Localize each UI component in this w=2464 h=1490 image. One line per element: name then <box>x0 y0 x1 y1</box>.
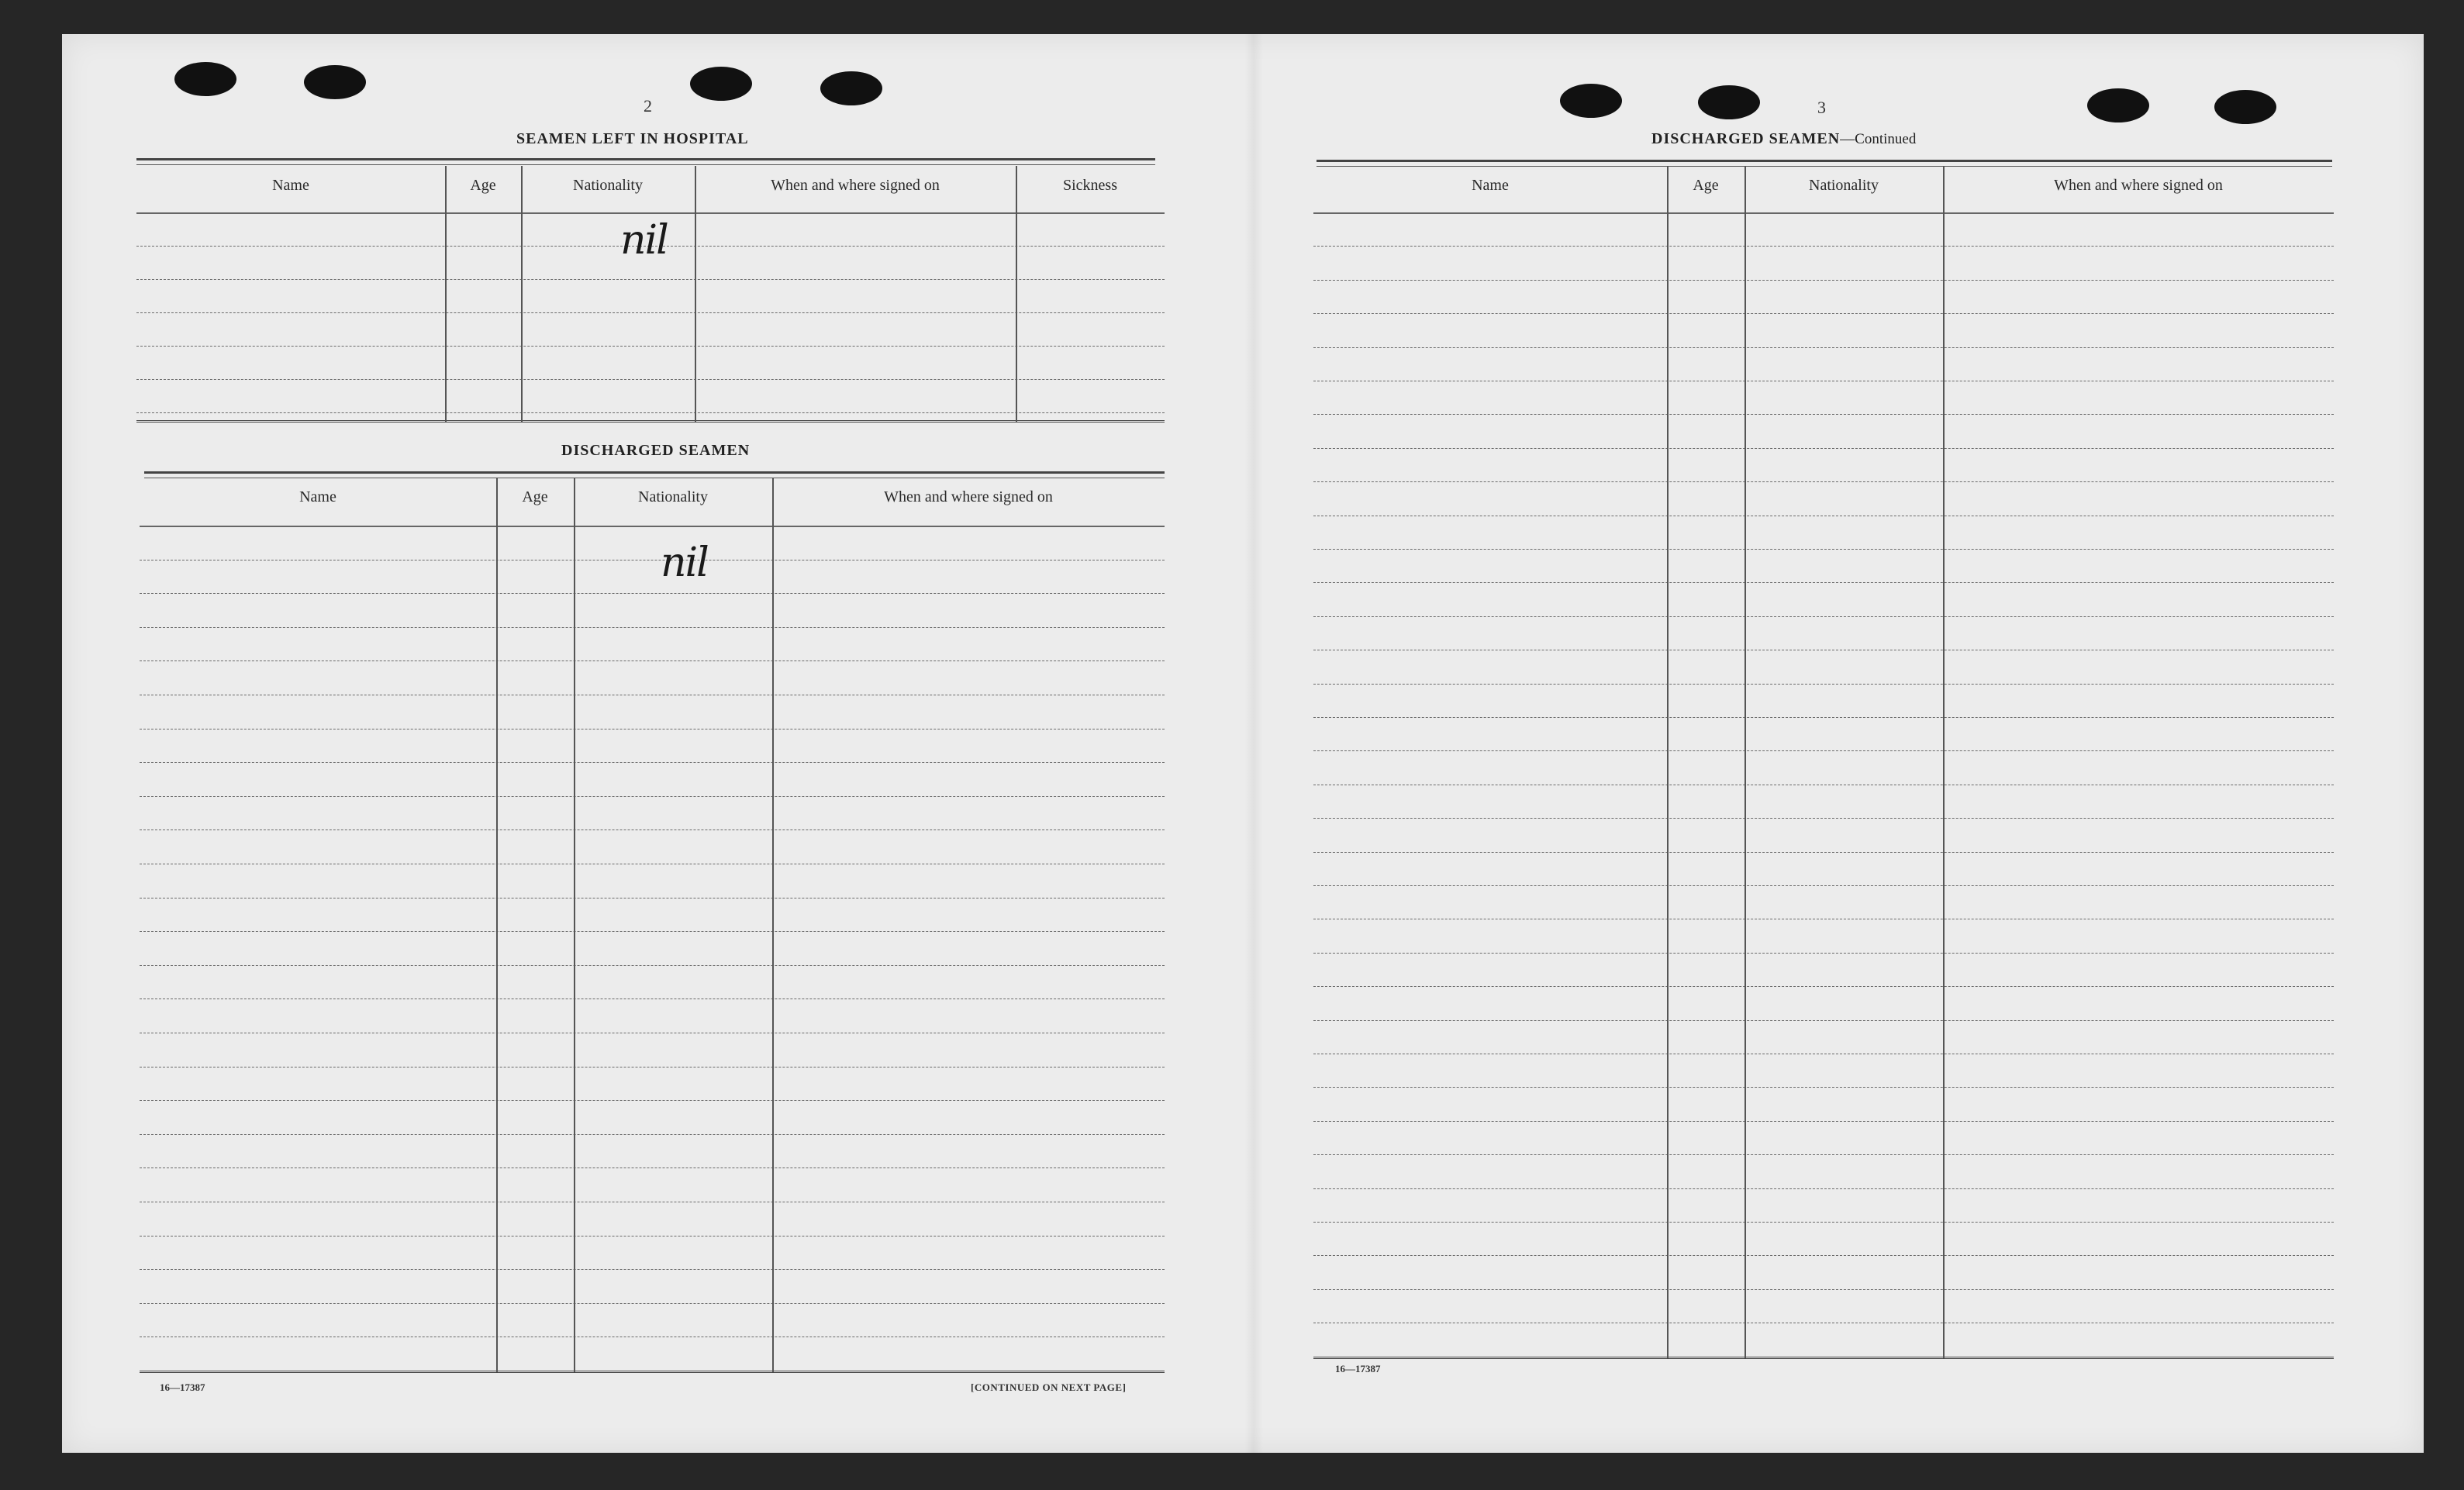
column-divider <box>521 166 523 422</box>
table-bottom-rule <box>140 1371 1165 1373</box>
column-header: Name <box>1472 177 1509 194</box>
row-line <box>1313 246 2334 247</box>
row-line <box>140 593 1165 594</box>
column-divider <box>1943 166 1945 1358</box>
row-line <box>1313 347 2334 348</box>
hospital-section-title: SEAMEN LEFT IN HOSPITAL <box>516 130 749 147</box>
row-line <box>1313 448 2334 449</box>
row-line <box>136 279 1165 280</box>
row-line <box>1313 852 2334 853</box>
column-header: Nationality <box>638 488 708 505</box>
column-header: Nationality <box>573 177 643 194</box>
row-line <box>140 1303 1165 1304</box>
row-line <box>1313 1255 2334 1256</box>
row-line <box>140 931 1165 932</box>
column-divider <box>445 166 447 422</box>
row-line <box>140 1269 1165 1270</box>
handwritten-nil-discharged: nil <box>661 540 708 586</box>
row-line <box>1313 280 2334 281</box>
row-line <box>1313 1020 2334 1021</box>
right-title-suffix: —Continued <box>1840 131 1917 147</box>
row-line <box>1313 1289 2334 1290</box>
row-line <box>1313 684 2334 685</box>
row-line <box>136 412 1165 413</box>
header-rule <box>140 526 1165 527</box>
punch-hole <box>1698 85 1760 119</box>
row-line <box>140 796 1165 797</box>
row-line <box>140 965 1165 966</box>
header-rule <box>136 212 1165 214</box>
column-header: Sickness <box>1063 177 1117 194</box>
continued-note: [CONTINUED ON NEXT PAGE] <box>971 1381 1127 1393</box>
row-line <box>1313 313 2334 314</box>
punch-hole <box>2214 90 2276 124</box>
row-line <box>140 1134 1165 1135</box>
table-bottom-rule <box>136 420 1165 423</box>
column-divider <box>1744 166 1746 1358</box>
column-divider <box>1016 166 1017 422</box>
punch-hole <box>820 71 882 105</box>
row-line <box>1313 549 2334 550</box>
page-number-right: 3 <box>1817 98 1826 117</box>
row-line <box>136 312 1165 313</box>
row-line <box>1313 1188 2334 1189</box>
row-line <box>1313 1154 2334 1155</box>
row-line <box>1313 1087 2334 1088</box>
column-divider <box>1667 166 1669 1358</box>
discharged-section-title: DISCHARGED SEAMEN <box>561 442 751 459</box>
column-header: Age <box>522 488 548 505</box>
row-line <box>1313 582 2334 583</box>
column-divider <box>496 478 498 1372</box>
table-bottom-rule <box>1313 1357 2334 1359</box>
column-divider <box>772 478 774 1372</box>
row-line <box>1313 885 2334 886</box>
row-line <box>140 660 1165 661</box>
row-line <box>1313 953 2334 954</box>
row-line <box>136 346 1165 347</box>
row-line <box>1313 818 2334 819</box>
column-divider <box>695 166 696 422</box>
row-line <box>1313 616 2334 617</box>
punch-hole <box>690 67 752 101</box>
handwritten-nil-hospital: nil <box>620 217 668 264</box>
right-title-main: DISCHARGED SEAMEN <box>1651 130 1841 147</box>
punch-hole <box>2087 88 2149 122</box>
row-line <box>140 1100 1165 1101</box>
form-number-left: 16—17387 <box>160 1381 205 1393</box>
row-line <box>1313 750 2334 751</box>
header-rule <box>1313 212 2334 214</box>
discharged-table <box>140 478 1165 1372</box>
punch-hole <box>304 65 366 99</box>
right-section-title <box>1651 130 1916 148</box>
row-line <box>1313 717 2334 718</box>
column-header: Name <box>299 488 336 505</box>
column-header: Age <box>1693 177 1719 194</box>
column-header: Age <box>470 177 496 194</box>
row-line <box>1313 481 2334 482</box>
column-header: When and where signed on <box>771 177 940 194</box>
form-number-right: 16—17387 <box>1335 1363 1381 1374</box>
column-divider <box>574 478 575 1372</box>
column-header: When and where signed on <box>2054 177 2223 194</box>
punch-hole <box>174 62 236 96</box>
row-line <box>140 627 1165 628</box>
discharged-continued-table <box>1313 166 2334 1358</box>
row-line <box>1313 1222 2334 1223</box>
punch-hole <box>1560 84 1622 118</box>
column-header: When and where signed on <box>884 488 1053 505</box>
row-line <box>1313 1121 2334 1122</box>
hospital-table <box>136 166 1165 422</box>
row-line <box>136 379 1165 380</box>
row-line <box>1313 986 2334 987</box>
hospital-top-rule <box>136 158 1155 165</box>
column-header: Nationality <box>1809 177 1879 194</box>
page-number-left: 2 <box>644 96 652 116</box>
column-header: Name <box>272 177 309 194</box>
page-fold <box>1244 34 1263 1453</box>
row-line <box>1313 414 2334 415</box>
row-line <box>140 762 1165 763</box>
